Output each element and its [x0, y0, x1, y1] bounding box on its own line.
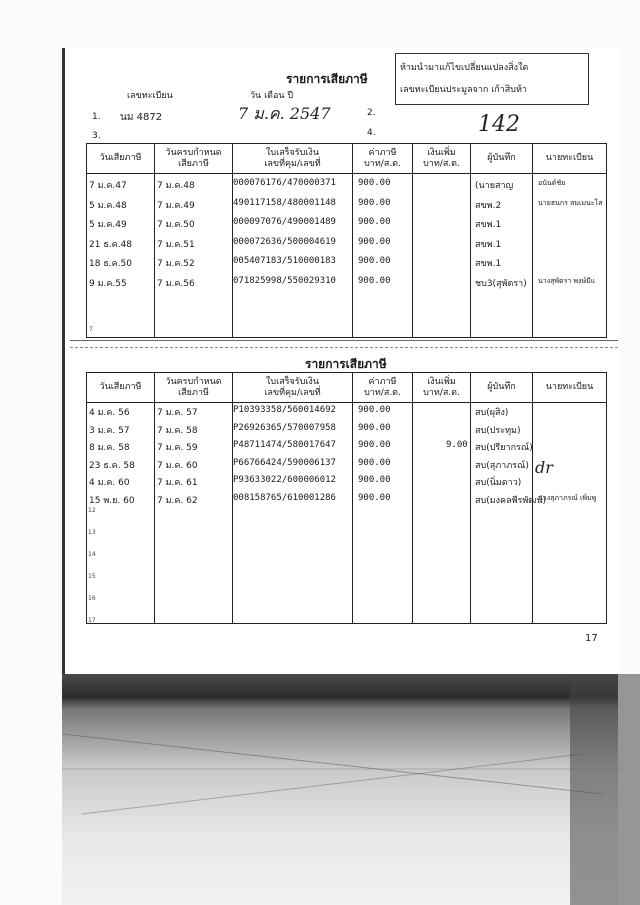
line-number: 15 [88, 573, 96, 580]
t2rows-tax-cell: 900.00 [358, 492, 391, 503]
t2rows-due-cell: 7 ม.ค. 60 [157, 460, 198, 471]
line-number: 7 [89, 326, 93, 333]
t2rows-tax-cell: 900.00 [358, 422, 391, 433]
line-3: 3. [92, 131, 101, 141]
t1rows-due-cell: 7 ม.ค.48 [157, 181, 195, 191]
t1rows-paid-cell: 7 ม.ค.47 [89, 181, 127, 191]
t1rows-due-cell: 7 ม.ค.52 [157, 259, 195, 269]
t2rows-due-cell: 7 ม.ค. 59 [157, 443, 198, 453]
date-label: วัน เดือน ปี [250, 91, 294, 101]
col-receipt-2: ใบเสร็จรับเงิน เลขที่คุม/เลขที่ [233, 373, 353, 403]
t2rows-tax-cell: 900.00 [358, 457, 391, 468]
scan-streaks [62, 674, 640, 905]
line-4: 4. [367, 128, 376, 138]
col-due-2: วันครบกำหนด เสียภาษี [155, 373, 233, 403]
line-number: 14 [88, 551, 96, 558]
t1rows-by-cell: สขพ.1 [475, 220, 502, 230]
t2rows-receipt-cell: P66766424/590006137 [233, 457, 336, 468]
col-due: วันครบกำหนด เสียภาษี [155, 144, 233, 174]
t2rows-tax-cell: 900.00 [358, 475, 391, 485]
t2rows-by-cell: สบ(ประทุม) [475, 425, 521, 436]
handwritten-signature: dr [535, 458, 553, 477]
col-registrar-2: นายทะเบียน [533, 373, 607, 403]
stamp-line-2: เลขทะเบียนประมูลจาก เก้าสิบห้า [400, 85, 527, 95]
t2rows-due-cell: 7 ม.ค. 62 [157, 495, 198, 506]
t2rows-paid-cell: 23 ธ.ค. 58 [89, 460, 135, 471]
t1rows-paid-cell: 21 ธ.ค.48 [89, 239, 133, 250]
t1rows-by-cell: สขพ.1 [475, 259, 502, 269]
t1rows-paid-cell: 9 ม.ค.55 [89, 278, 127, 289]
t1rows-by-cell: สขพ.2 [475, 200, 502, 211]
t2rows-receipt-cell: P10393358/560014692 [233, 405, 336, 415]
t2rows-tax-cell: 900.00 [358, 440, 391, 450]
t1rows-due-cell: 7 ม.ค.51 [157, 239, 195, 250]
table-2-title: รายการเสียภาษี [305, 357, 387, 371]
line-2: 2. [367, 108, 376, 118]
t1rows-tax-cell: 900.00 [358, 275, 391, 286]
t2rows-receipt-cell: P93633022/600006012 [233, 475, 336, 485]
col-tax-2: ค่าภาษี บาท/ส.ต. [353, 373, 413, 403]
notice-stamp [395, 53, 589, 105]
t2rows-by-cell: สบ(มงคลพีรพัฒน์) [475, 495, 547, 506]
t1rows-by-cell: สขพ.1 [475, 239, 502, 250]
col-by: ผู้บันทึก [471, 144, 533, 174]
t2rows-extra-cell: 9.00 [446, 440, 468, 450]
t1rows-due-cell: 7 ม.ค.49 [157, 200, 195, 211]
t2rows-reg-cell: นางสุภาภรณ์ เพิ่มพู [538, 493, 597, 502]
t1rows-reg-cell: นายธนกร สมเมนะโส [538, 198, 603, 207]
t2rows-by-cell: สบ(สุภาภรณ์) [475, 460, 529, 471]
t1rows-receipt-cell: 005407183/510000183 [233, 256, 336, 266]
col-extra: เงินเพิ่ม บาท/ส.ต. [413, 144, 471, 174]
t1rows-paid-cell: 5 ม.ค.49 [89, 220, 127, 230]
line-number: 12 [88, 507, 96, 514]
col-paid: วันเสียภาษี [87, 144, 155, 174]
line-number: 13 [88, 529, 96, 536]
t1rows-receipt-cell: 490117158/480001148 [233, 197, 336, 208]
page-divider [70, 340, 618, 348]
t2rows-tax-cell: 900.00 [358, 405, 391, 415]
page-title: รายการเสียภาษี [286, 72, 368, 86]
t1rows-due-cell: 7 ม.ค.50 [157, 220, 195, 230]
t2rows-due-cell: 7 ม.ค. 57 [157, 408, 198, 418]
t1rows-tax-cell: 900.00 [358, 236, 391, 247]
line-1: 1. [92, 112, 101, 122]
t1rows-paid-cell: 18 ธ.ค.50 [89, 259, 133, 269]
t1rows-tax-cell: 900.00 [358, 178, 391, 188]
t1rows-tax-cell: 900.00 [358, 256, 391, 266]
t1rows-tax-cell: 900.00 [358, 217, 391, 227]
t1rows-tax-cell: 900.00 [358, 197, 391, 208]
t2rows-receipt-cell: P48711474/580017647 [233, 440, 336, 450]
t1rows-receipt-cell: 071825998/550029310 [233, 275, 336, 286]
handwritten-date: 7 ม.ค. 2547 [238, 104, 331, 123]
handwritten-mark: 142 [478, 112, 520, 137]
line-number: 16 [88, 595, 96, 602]
col-by-2: ผู้บันทึก [471, 373, 533, 403]
t1rows-receipt-cell: 000076176/470000371 [233, 178, 336, 188]
t2rows-by-cell: สบ(นิ่มดาว) [475, 478, 522, 488]
t2rows-receipt-cell: P26926365/570007958 [233, 422, 336, 433]
t2rows-due-cell: 7 ม.ค. 61 [157, 478, 198, 488]
t1rows-receipt-cell: 000072636/500004619 [233, 236, 336, 247]
t1rows-paid-cell: 5 ม.ค.48 [89, 200, 127, 211]
line-number: 17 [88, 617, 96, 624]
page-number: 17 [585, 633, 598, 644]
t2rows-by-cell: สบ(ผุสิง) [475, 408, 509, 418]
t2rows-paid-cell: 8 ม.ค. 58 [89, 443, 130, 453]
t2rows-receipt-cell: 008158765/610001286 [233, 492, 336, 503]
col-tax: ค่าภาษี บาท/ส.ต. [353, 144, 413, 174]
t2rows-due-cell: 7 ม.ค. 58 [157, 425, 198, 436]
reg-label: เลขทะเบียน [127, 91, 173, 101]
stamp-line-1: ห้ามนำมาแก้ไขเปลี่ยนแปลงสิ่งใด [400, 63, 529, 73]
t2rows-paid-cell: 4 ม.ค. 56 [89, 408, 130, 418]
col-receipt: ใบเสร็จรับเงิน เลขที่คุม/เลขที่ [233, 144, 353, 174]
t2rows-by-cell: สบ(ปรียากรณ์) [475, 443, 533, 453]
col-paid-2: วันเสียภาษี [87, 373, 155, 403]
t2rows-paid-cell: 15 พ.ย. 60 [89, 495, 135, 506]
t1rows-due-cell: 7 ม.ค.56 [157, 278, 195, 289]
col-registrar: นายทะเบียน [533, 144, 607, 174]
t1rows-reg-cell: นางสุพัตรา พงษ์มีแ [538, 276, 596, 285]
reg-value: นม 4872 [120, 112, 163, 123]
t2rows-paid-cell: 4 ม.ค. 60 [89, 478, 130, 488]
t2rows-paid-cell: 3 ม.ค. 57 [89, 425, 130, 436]
t1rows-reg-cell: อนันต์ชัย [538, 179, 566, 187]
t1rows-by-cell: (นายสาญ [475, 181, 514, 191]
t1rows-receipt-cell: 000097076/490001489 [233, 217, 336, 227]
col-extra-2: เงินเพิ่ม บาท/ส.ต. [413, 373, 471, 403]
t1rows-by-cell: ชบ3(สุพัตรา) [475, 278, 527, 289]
